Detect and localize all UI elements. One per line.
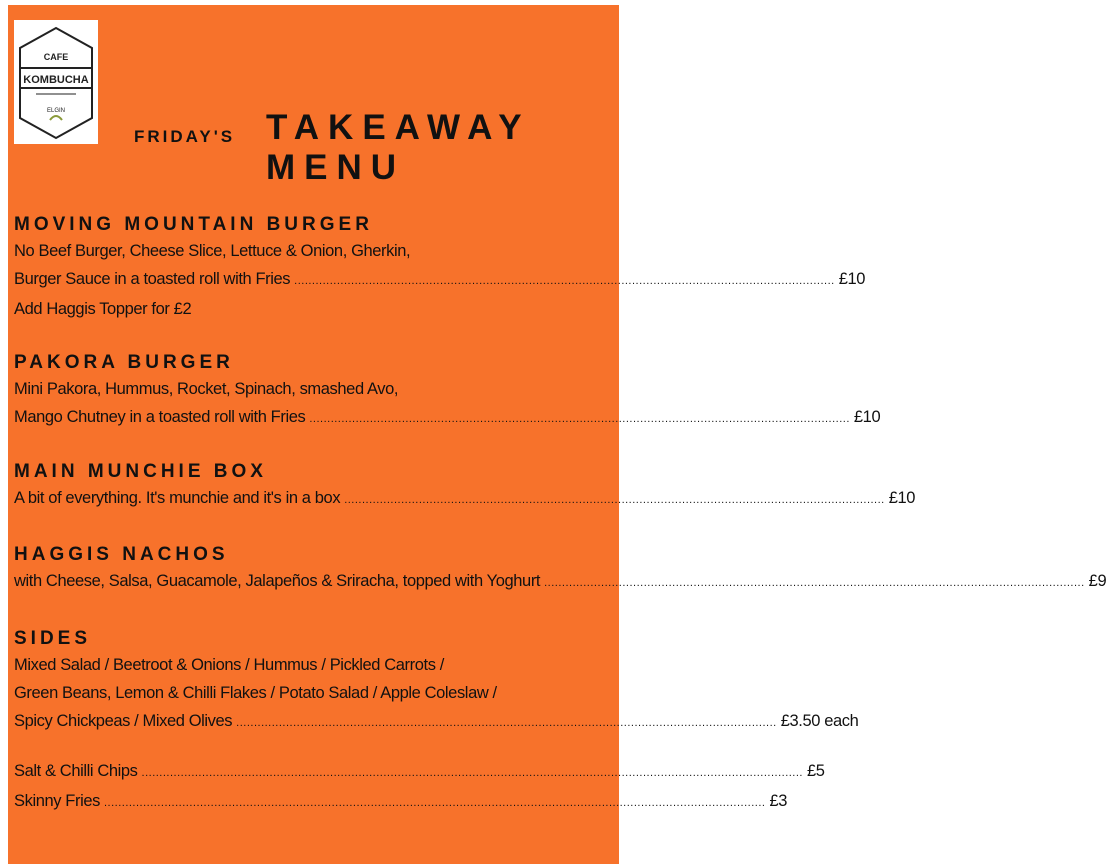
section-title: SIDES (14, 628, 92, 649)
section-title: MOVING MOUNTAIN BURGER (14, 214, 373, 235)
menu-item-row (14, 567, 1106, 597)
section-main-munchie-box (14, 460, 916, 514)
menu-line: Green Beans, Lemon & Chilli Flakes / Potato Salad / Apple Coleslaw / (14, 684, 497, 702)
menu-item-price: £3.50 each (780, 712, 859, 730)
section-title: MAIN MUNCHIE BOX (14, 461, 267, 482)
menu-item-row (14, 707, 859, 737)
menu-line: Mini Pakora, Hummus, Rocket, Spinach, smashed Avo, (14, 380, 399, 398)
dot-leader: ........................................................................................................................................................ (236, 717, 777, 729)
dot-leader: ........................................................................................................................................................ (544, 577, 1085, 589)
logo-name: KOMBUCHA (23, 74, 89, 86)
menu-item-text: Skinny Fries (14, 792, 100, 810)
dot-leader: .......................................................................................................................................................................................... (103, 797, 766, 809)
menu-item-price: £9 (1088, 572, 1106, 590)
menu-item-row (14, 484, 916, 514)
menu-item-price: £10 (838, 270, 866, 288)
menu-item-text: Salt & Chilli Chips (14, 762, 138, 780)
section-title: HAGGIS NACHOS (14, 544, 229, 565)
section-title: PAKORA BURGER (14, 352, 234, 373)
header-day: FRIDAY'S (134, 127, 236, 146)
menu-item-row (14, 787, 787, 817)
menu-line: Mixed Salad / Beetroot & Onions / Hummus / Pickled Carrots / (14, 656, 444, 674)
menu-item-text: A bit of everything. It's munchie and it's in a box (14, 489, 341, 507)
header-title: TAKEAWAY MENU (266, 108, 530, 187)
dot-leader: ........................................................................................................................................................ (344, 494, 885, 506)
menu-item-row (14, 265, 866, 295)
menu-item-text: with Cheese, Salsa, Guacamole, Jalapeños & Sriracha, topped with Yoghurt (14, 572, 541, 590)
menu-item-row (14, 403, 881, 433)
menu-item-price: £3 (769, 792, 787, 810)
menu-item-price: £5 (806, 762, 825, 780)
section-sides (14, 627, 859, 817)
section-pakora-burger (14, 351, 881, 433)
menu-item-row (14, 757, 825, 787)
menu-page (8, 5, 1106, 864)
menu-item-price: £10 (888, 489, 916, 507)
menu-line: No Beef Burger, Cheese Slice, Lettuce & Onion, Gherkin, (14, 242, 411, 260)
menu-item-price: £10 (853, 408, 881, 426)
logo-top-text: CAFE (43, 52, 69, 62)
menu-item-text: Burger Sauce in a toasted roll with Fries (14, 270, 291, 288)
logo-bottom-text: ELGIN (46, 108, 66, 114)
dot-leader: ........................................................................................................................................................ (294, 275, 835, 287)
dot-leader: ........................................................................................................................................................ (309, 413, 850, 425)
section-moving-mountain-burger (14, 213, 866, 323)
cafe-logo (14, 20, 98, 144)
menu-item-text: Mango Chutney in a toasted roll with Fries (14, 408, 306, 426)
dot-leader: .......................................................................................................................................................................................... (141, 767, 803, 779)
menu-item-text: Spicy Chickpeas / Mixed Olives (14, 712, 233, 730)
menu-line: Add Haggis Topper for £2 (14, 300, 192, 318)
section-haggis-nachos (14, 543, 1106, 597)
